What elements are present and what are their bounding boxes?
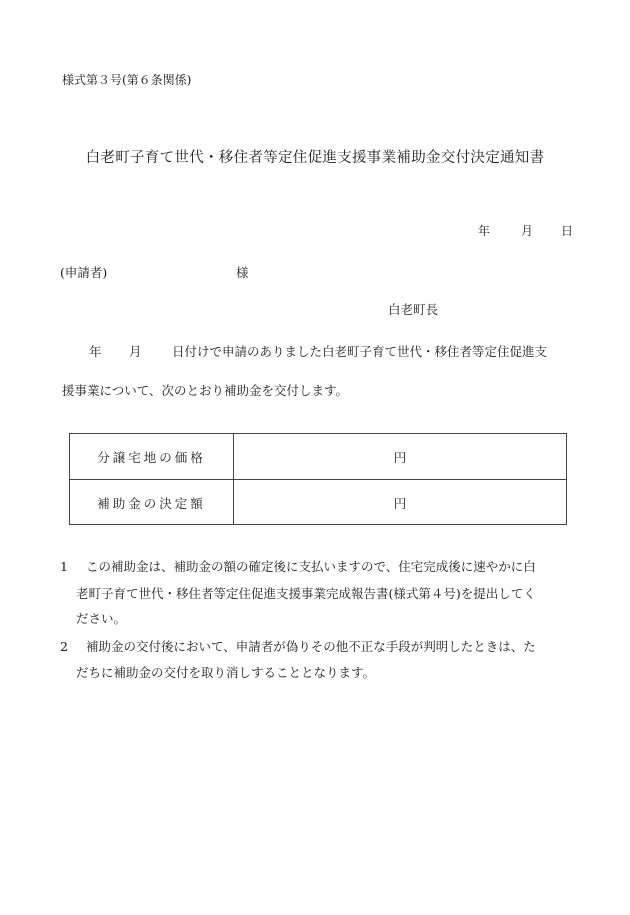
land-price-value bbox=[234, 434, 566, 479]
date-year-label: 年 bbox=[478, 224, 491, 238]
note-2 bbox=[60, 637, 536, 655]
body-text-line1: 日付けで申請のありました白老町子育て世代・移住者等定住促進支 bbox=[172, 344, 548, 359]
subsidy-amount-unit: 円 bbox=[393, 495, 407, 511]
date-month-label: 月 bbox=[521, 224, 534, 238]
land-price-label: 分譲宅地の価格 bbox=[70, 434, 234, 479]
note-2-line1: 補助金の交付後において、申請者が偽りその他不正な手段が判明したときは、た bbox=[86, 639, 536, 654]
body-text-line2: 援事業について、次のとおり補助金を交付します。 bbox=[62, 383, 349, 398]
amount-table bbox=[69, 433, 567, 525]
applicant-honorific: 様 bbox=[236, 265, 249, 280]
note-1-line1: この補助金は、補助金の額の確定後に支払いますので、住宅完成後に速やかに白 bbox=[86, 559, 536, 574]
body-month-label: 月 bbox=[129, 344, 142, 359]
subsidy-amount-value bbox=[234, 480, 566, 525]
body-year-label: 年 bbox=[89, 344, 102, 359]
date-day-label: 日 bbox=[561, 224, 574, 238]
note-1-line2: 老町子育て世代・移住者等定住促進支援事業完成報告書(様式第４号)を提出してく bbox=[76, 586, 536, 601]
land-price-unit: 円 bbox=[393, 449, 407, 465]
note-2-number: 2 bbox=[60, 639, 68, 654]
subsidy-amount-label: 補助金の決定額 bbox=[70, 480, 234, 525]
note-1-number: 1 bbox=[60, 559, 68, 574]
issuer: 白老町長 bbox=[388, 302, 439, 317]
table-row bbox=[70, 434, 566, 480]
table-row bbox=[70, 480, 566, 525]
note-1 bbox=[60, 557, 536, 575]
note-1-line3: ださい。 bbox=[76, 611, 127, 626]
applicant-label: (申請者) bbox=[60, 265, 108, 280]
document-title: 白老町子育て世代・移住者等定住促進支援事業補助金交付決定通知書 bbox=[85, 150, 545, 166]
form-number: 様式第３号(第６条関係) bbox=[62, 73, 192, 87]
note-2-line2: だちに補助金の交付を取り消しすることとなります。 bbox=[76, 665, 376, 680]
